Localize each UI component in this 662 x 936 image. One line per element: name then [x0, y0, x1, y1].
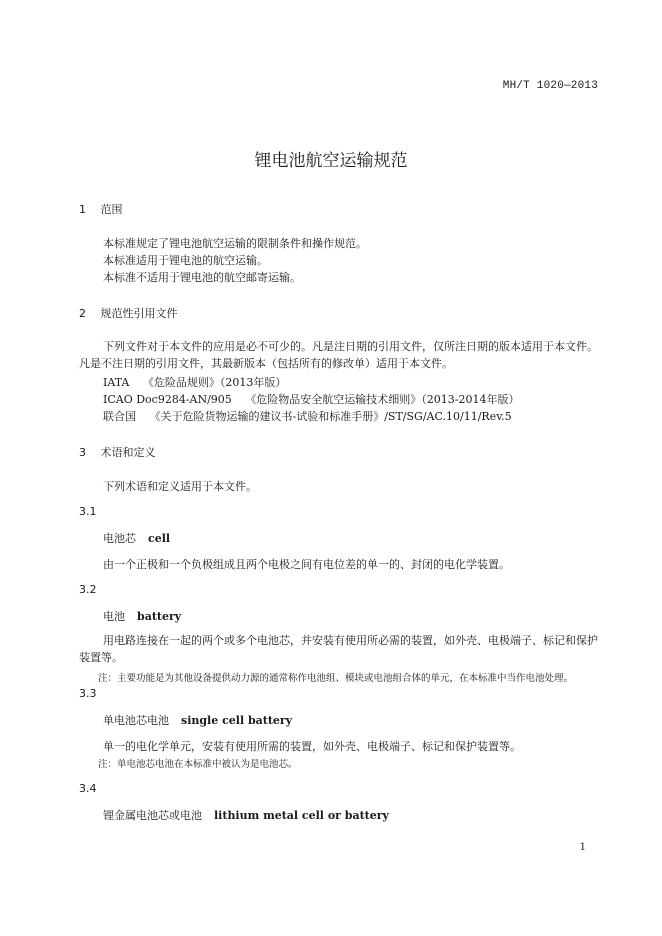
section-number: 3 — [79, 446, 86, 459]
reference-org: 联合国 — [103, 410, 136, 423]
term-en: battery — [137, 610, 182, 623]
reference-item — [103, 374, 296, 390]
term-definition: 单一的电化学单元，安装有使用所需的装置，如外壳、电极端子、标记和保护装置等。 — [103, 740, 521, 753]
reference-title: 《危险物品安全航空运输技术细则》（2013-2014年版） — [245, 393, 520, 406]
paragraph: 本标准适用于锂电池的航空运输。 — [103, 254, 268, 267]
term-zh: 电池芯 — [103, 532, 136, 545]
term-heading — [103, 712, 292, 728]
reference-org: ICAO Doc9284-AN/905 — [103, 393, 232, 406]
term-heading — [103, 807, 389, 823]
page-number: 1 — [579, 842, 586, 853]
paragraph: 下列术语和定义适用于本文件。 — [103, 480, 257, 493]
term-definition: 由一个正极和一个负极组成且两个电极之间有电位差的单一的、封闭的电化学装置。 — [103, 558, 510, 571]
term-en: cell — [148, 532, 171, 545]
term-heading — [103, 608, 181, 624]
term-en: single cell battery — [181, 714, 293, 727]
section-3-heading — [79, 444, 156, 460]
term-zh: 锂金属电池芯或电池 — [103, 809, 202, 822]
clause-number: 3.3 — [79, 687, 97, 700]
clause-number: 3.2 — [79, 583, 97, 596]
term-zh: 电池 — [103, 610, 125, 623]
section-number: 1 — [79, 203, 86, 216]
term-definition: 用电路连接在一起的两个或多个电池芯，并安装有使用所必需的装置，如外壳、电极端子、标记和保护装置等。 — [79, 634, 598, 664]
reference-item — [103, 391, 530, 407]
paragraph: 本标准规定了锂电池航空运输的限制条件和操作规范。 — [103, 237, 367, 250]
section-number: 2 — [79, 307, 86, 320]
reference-title: 《危险品规则》（2013年版） — [142, 376, 287, 389]
section-1-heading — [79, 201, 123, 217]
reference-item — [103, 408, 522, 424]
term-en: lithium metal cell or battery — [214, 809, 389, 822]
paragraph: 下列文件对于本文件的应用是必不可少的。凡是注日期的引用文件，仅所注日期的版本适用于本文件。凡是不注日期的引用文件，其最新版本（包括所有的修改单）适用于本文件。 — [79, 340, 598, 370]
section-2-heading — [79, 305, 178, 321]
term-heading — [103, 530, 170, 546]
section-title: 术语和定义 — [100, 446, 156, 459]
term-zh: 单电池芯电池 — [103, 714, 169, 727]
section-title: 范围 — [100, 203, 123, 216]
reference-title: 《关于危险货物运输的建议书-试验和标准手册》/ST/SG/AC.10/11/Rev.5 — [149, 410, 512, 423]
term-note: 注：单电池芯电池在本标准中被认为是电池芯。 — [98, 759, 298, 770]
paragraph: 本标准不适用于锂电池的航空邮寄运输。 — [103, 271, 301, 284]
section-title: 规范性引用文件 — [100, 307, 178, 320]
clause-number: 3.4 — [79, 782, 97, 795]
reference-org: IATA — [103, 376, 130, 389]
document-title: 锂电池航空运输规范 — [254, 151, 408, 171]
standard-code: MH/T 1020—2013 — [502, 80, 598, 92]
term-note: 注：主要功能是为其他设备提供动力源的通常称作电池组、模块或电池组合体的单元，在本标准中当作电池处理。 — [98, 673, 574, 684]
clause-number: 3.1 — [79, 505, 97, 518]
